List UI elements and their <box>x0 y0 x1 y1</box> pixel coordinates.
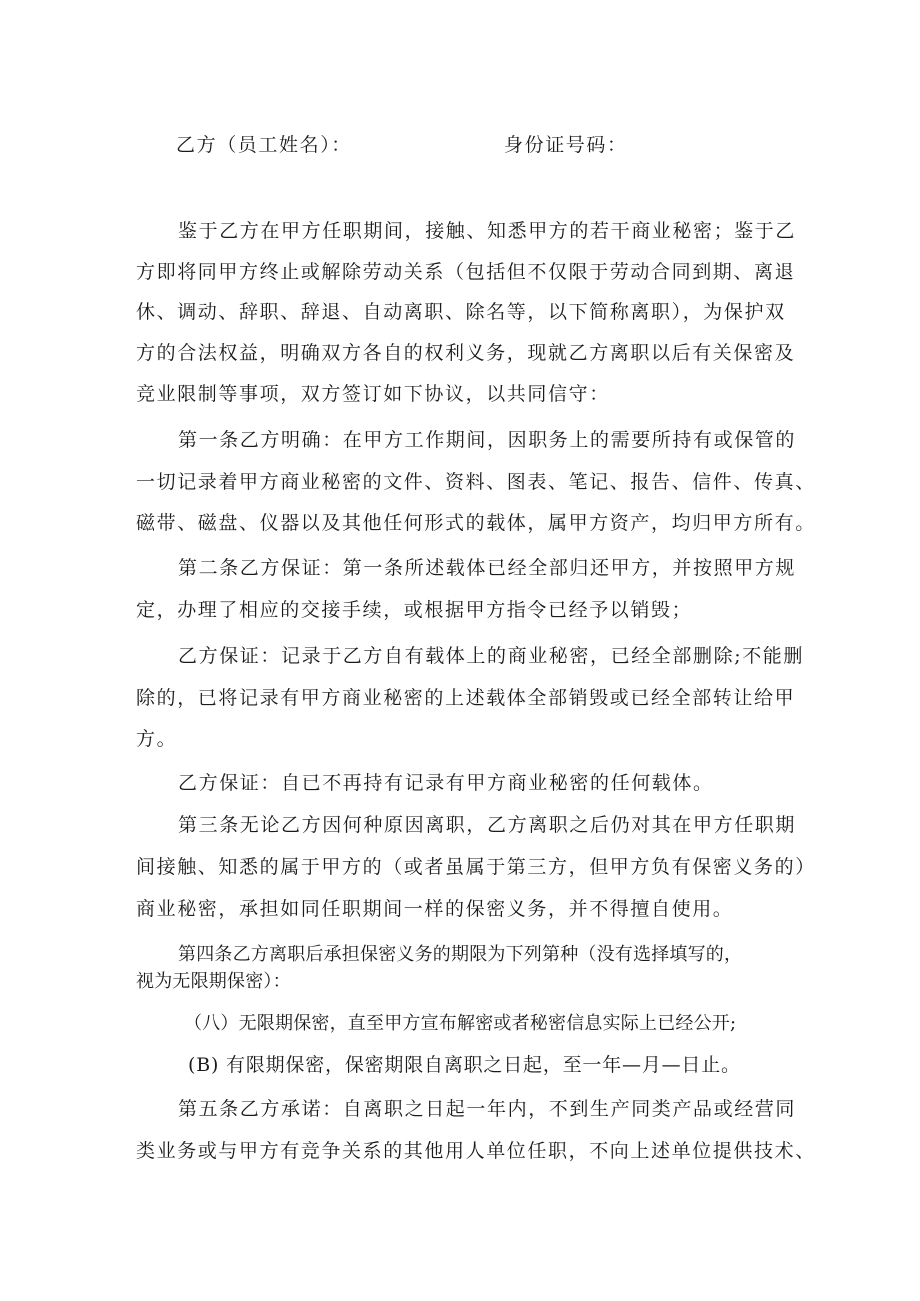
preamble-line: 鉴于乙方在甲方任职期间，接触、知悉甲方的若干商业秘密；鉴于乙 <box>178 220 797 242</box>
article-2b-line: 除的，已将记录有甲方商业秘密的上述载体全部销毁或已经全部转让给甲 <box>136 687 796 709</box>
article-2b-line: 乙方保证：记录于乙方自有载体上的商业秘密，已经全部删除;不能删 <box>178 645 805 667</box>
party-b-name-label: 乙方（员工姓名）： <box>176 134 352 156</box>
preamble-line: 方即将同甲方终止或解除劳动关系（包括但不仅限于劳动合同到期、离退 <box>136 261 796 283</box>
article-4-line: 视为无限期保密）： <box>136 971 291 992</box>
preamble-line: 竞业限制等事项，双方签订如下协议，以共同信守： <box>136 383 610 405</box>
article-4-line: 第四条乙方离职后承担保密义务的期限为下列第种（没有选择填写的， <box>178 944 743 965</box>
article-5-line: 类业务或与甲方有竞争关系的其他用人单位任职，不向上述单位提供技术、 <box>136 1140 816 1162</box>
preamble-line: 休、调动、辞职、辞退、自动离职、除名等，以下简称离职），为保护双 <box>136 301 786 323</box>
id-number-label: 身份证号码： <box>504 134 628 156</box>
preamble-line: 方的合法权益，明确双方各自的权利义务，现就乙方离职以后有关保密及 <box>136 342 796 364</box>
article-3-line: 第三条无论乙方因何种原因离职，乙方离职之后仍对其在甲方任职期 <box>178 814 797 836</box>
article-5-line: 第五条乙方承诺：自离职之日起一年内，不到生产同类产品或经营同 <box>178 1098 797 1120</box>
option-a-line: （八）无限期保密，直至甲方宣布解密或者秘密信息实际上已经公开; <box>184 1013 737 1034</box>
article-3-line: 商业秘密，承担如同任职期间一样的保密义务，并不得擅自使用。 <box>136 898 734 920</box>
article-2-line: 定，办理了相应的交接手续，或根据甲方指令已经予以销毁； <box>136 599 693 621</box>
article-2b-line: 方。 <box>136 728 178 750</box>
article-2-line: 第二条乙方保证：第一条所述载体已经全部归还甲方，并按照甲方规 <box>178 557 797 579</box>
option-b-line: (B) 有限期保密，保密期限自离职之日起，至一年—月—日止。 <box>188 1054 741 1076</box>
article-1-line: 一切记录着甲方商业秘密的文件、资料、图表、笔记、报告、信件、传真、 <box>136 471 816 493</box>
article-3-line: 间接触、知悉的属于甲方的（或者虽属于第三方，但甲方负有保密义务的） <box>136 856 816 878</box>
article-2c-line: 乙方保证：自已不再持有记录有甲方商业秘密的任何载体。 <box>178 772 714 794</box>
article-1-line: 第一条乙方明确：在甲方工作期间，因职务上的需要所持有或保管的 <box>178 429 797 451</box>
article-1-line: 磁带、磁盘、仪器以及其他任何形式的载体，属甲方资产，均归甲方所有。 <box>136 512 816 534</box>
